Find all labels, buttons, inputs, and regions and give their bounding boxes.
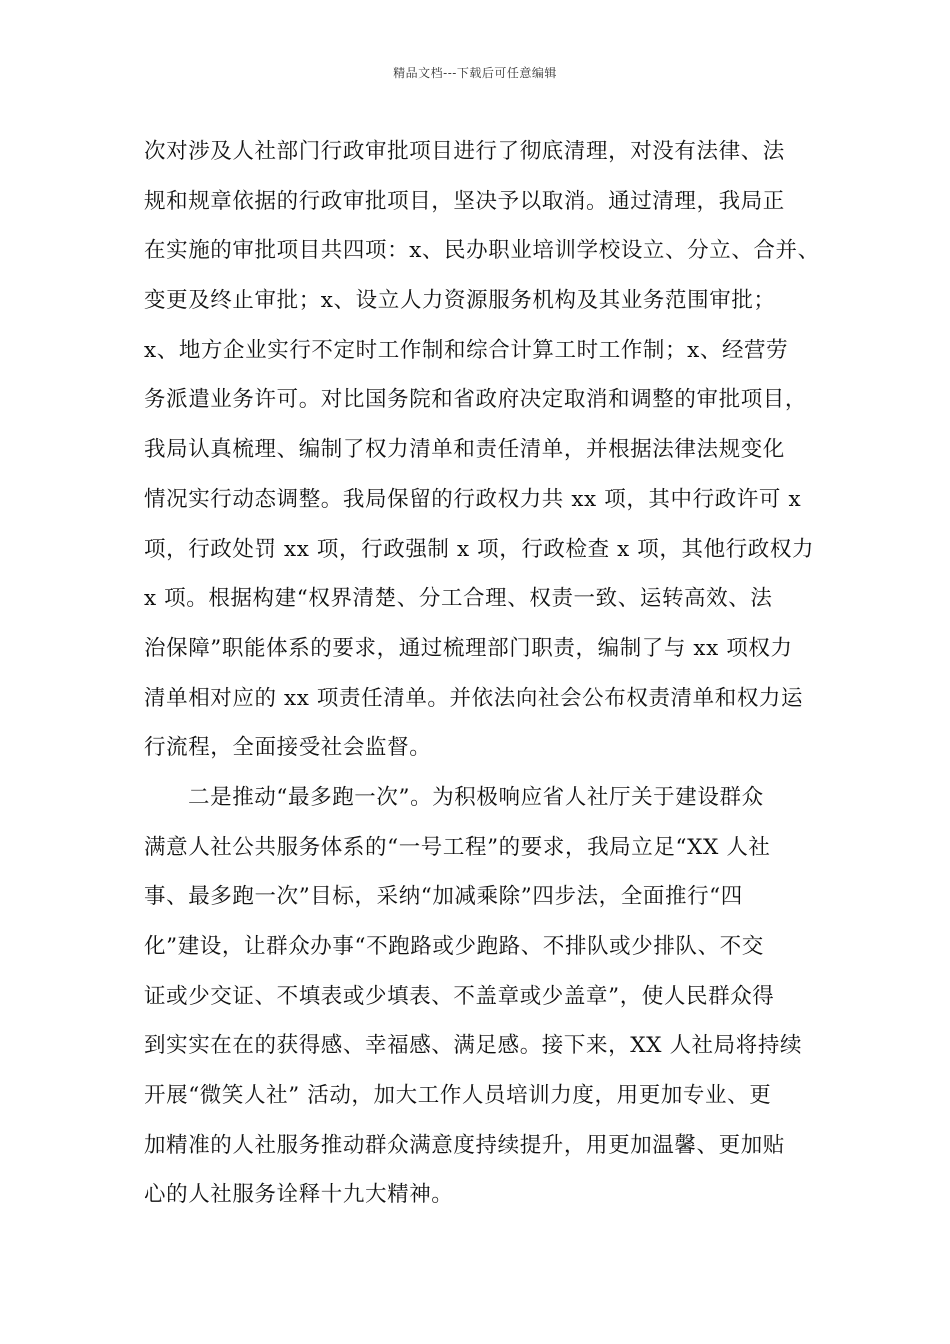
text-line: 我局认真梳理、编制了权力清单和责任清单，并根据法律法规变化 [144,437,785,463]
paragraph [144,773,824,1220]
text-line: 化”建设，让群众办事“不跑路或少跑路、不排队或少排队、不交 [144,934,764,959]
text-line: 清单相对应的 xx 项责任清单。并依法向社会公布权责清单和权力运 [144,685,804,711]
text-line: 务派遣业务许可。对比国务院和省政府决定取消和调整的审批项目， [144,387,808,413]
text-line: 项，行政处罚 xx 项，行政强制 x 项，行政检查 x 项，其他行政权力 [144,536,815,562]
text-line: 变更及终止审批；x、设立人力资源服务机构及其业务范围审批； [144,288,776,314]
text-line: 事、最多跑一次”目标，采纳“加减乘除”四步法，全面推行“四 [144,884,743,910]
text-line: 情况实行动态调整。我局保留的行政权力共 xx 项，其中行政许可 x [144,486,802,512]
text-line: 二是推动“最多跑一次”。为积极响应省人社厅关于建设群众 [188,784,764,810]
text-line: 次对涉及人社部门行政审批项目进行了彻底清理，对没有法律、法 [144,139,785,164]
paragraph [144,127,824,773]
text-line: 加精准的人社服务推动群众满意度持续提升，用更加温馨、更加贴 [144,1132,785,1158]
document-body [144,127,824,1220]
text-line: 满意人社公共服务体系的“一号工程”的要求，我局立足“XX 人社 [144,834,771,860]
text-line: 到实实在在的获得感、幸福感、满足感。接下来，XX 人社局将持续 [144,1033,803,1059]
text-line: 心的人社服务诠释十九大精神。 [144,1182,454,1208]
text-line: 规和规章依据的行政审批项目，坚决予以取消。通过清理，我局正 [144,188,785,214]
text-line: 证或少交证、不填表或少填表、不盖章或少盖章”，使人民群众得 [144,983,775,1009]
text-line: 治保障”职能体系的要求，通过梳理部门职责，编制了与 xx 项权力 [144,635,793,661]
text-line: 在实施的审批项目共四项：x、民办职业培训学校设立、分立、合并、 [144,238,820,264]
text-line: x、地方企业实行不定时工作制和综合计算工时工作制；x、经营劳 [144,337,789,363]
text-line: 行流程，全面接受社会监督。 [144,735,432,761]
page-header: 精品文档---下载后可任意编辑 [393,66,557,80]
text-line: x 项。根据构建“权界清楚、分工合理、权责一致、运转高效、法 [144,586,773,612]
text-line: 开展“微笑人社” 活动，加大工作人员培训力度，用更加专业、更 [144,1083,772,1109]
